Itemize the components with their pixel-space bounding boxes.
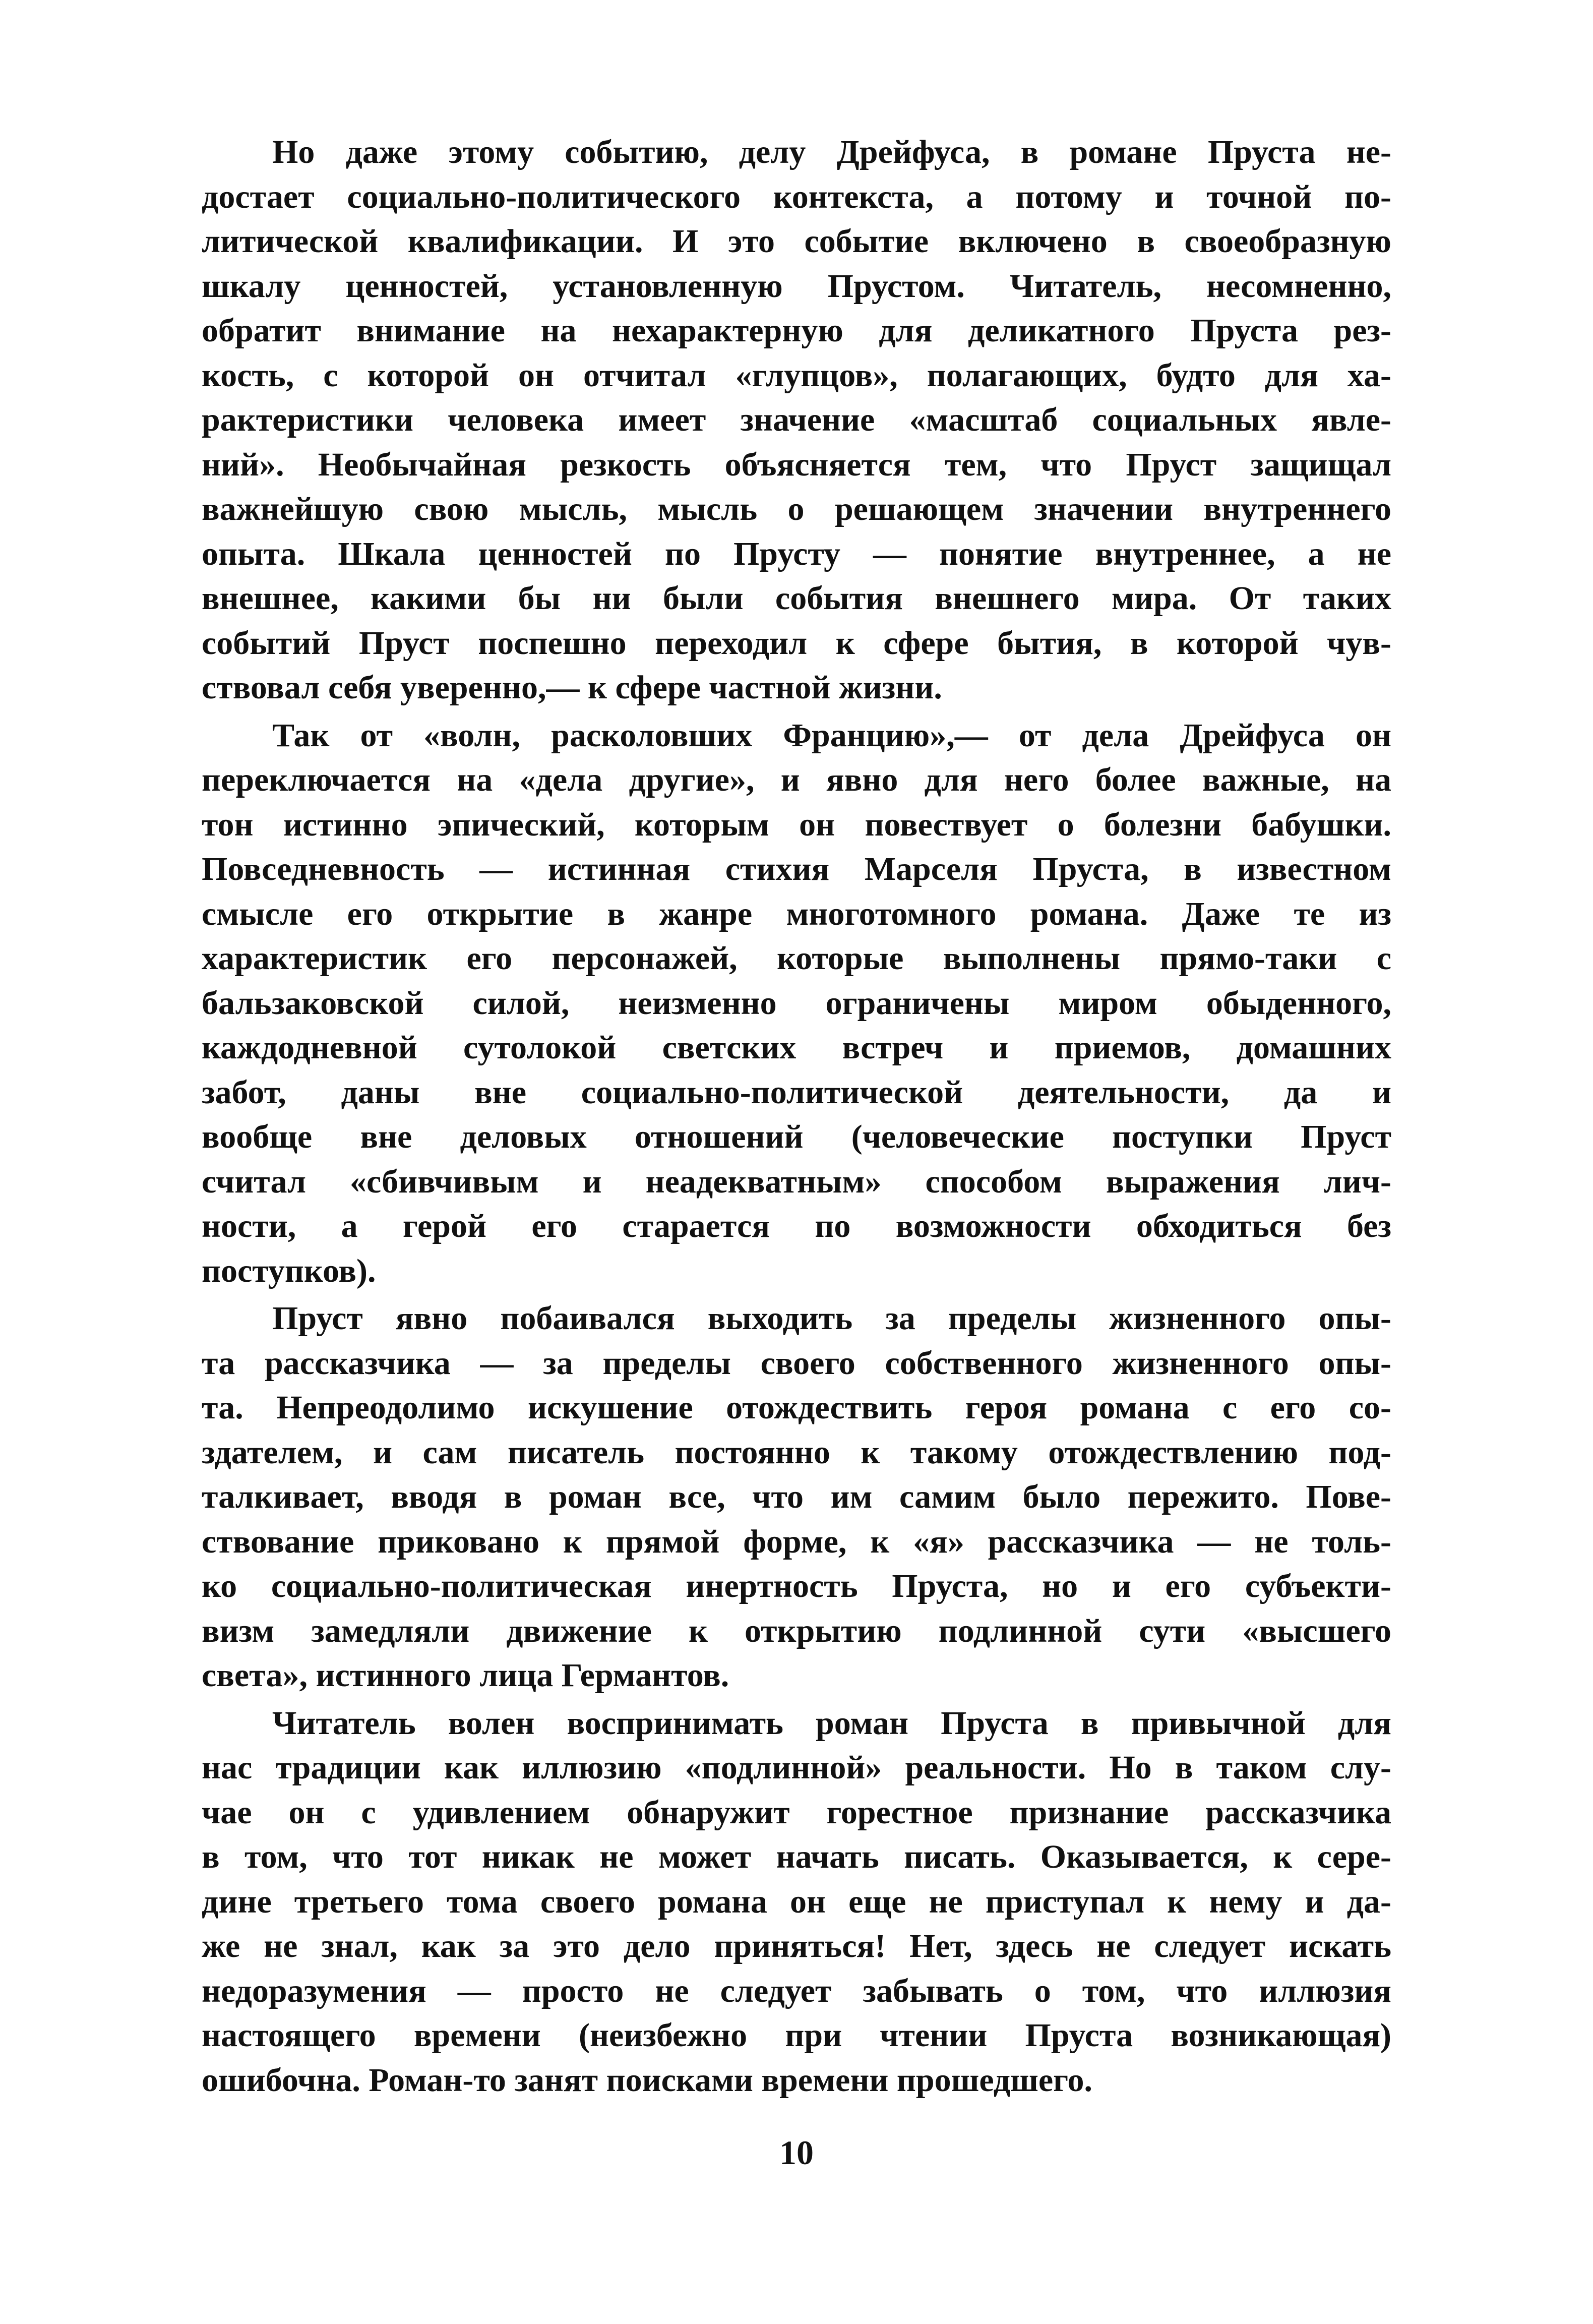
text-line: нас традиции как иллюзию «подлинной» реальности. Но в таком слу- <box>202 1749 1391 1786</box>
text-line: Читатель волен воспринимать роман Пруста в привычной для <box>272 1704 1391 1742</box>
text-line: бальзаковской силой, неизменно ограничены миром обыденного, <box>202 984 1391 1022</box>
text-line: тон истинно эпический, которым он повествует о болезни бабушки. <box>202 806 1391 843</box>
text-line: рактеристики человека имеет значение «масштаб социальных явле- <box>202 401 1391 438</box>
text-line: переключается на «дела другие», и явно для него более важные, на <box>202 761 1391 798</box>
text-line: ний». Необычайная резкость объясняется тем, что Пруст защищал <box>202 446 1391 483</box>
text-line: шкалу ценностей, установленную Прустом. Читатель, несомненно, <box>202 267 1391 305</box>
text-line: забот, даны вне социально-политической деятельности, да и <box>202 1074 1391 1111</box>
text-line: вообще вне деловых отношений (человеческие поступки Пруст <box>202 1118 1391 1155</box>
text-line: обратит внимание на нехарактерную для деликатного Пруста рез- <box>202 312 1391 349</box>
paragraph <box>202 1296 1391 1698</box>
text-line: ошибочна. Роман-то занят поисками времени прошедшего. <box>202 2061 1092 2099</box>
text-line: Но даже этому событию, делу Дрейфуса, в романе Пруста не- <box>272 134 1391 170</box>
text-line: ствовал себя уверенно,— к сфере частной жизни. <box>202 669 942 706</box>
text-line: же не знал, как за это дело приняться! Нет, здесь не следует искать <box>202 1928 1391 1964</box>
paragraph <box>202 713 1391 1294</box>
text-line: смысле его открытие в жанре многотомного романа. Даже те из <box>202 895 1391 932</box>
text-line: каждодневной сутолокой светских встреч и приемов, домашних <box>202 1029 1391 1066</box>
text-line: дине третьего тома своего романа он еще не приступал к нему и да- <box>202 1883 1391 1920</box>
text-line: событий Пруст поспешно переходил к сфере бытия, в которой чув- <box>202 624 1391 662</box>
text-line: света», истинного лица Германтов. <box>202 1657 729 1694</box>
text-line: настоящего времени (неизбежно при чтении Пруста возникающая) <box>202 2017 1391 2054</box>
text-line: Так от «волн, расколовших Францию»,— от дела Дрейфуса он <box>272 717 1391 754</box>
text-line: недоразумения — просто не следует забывать о том, что иллюзия <box>202 1972 1391 2009</box>
text-line: внешнее, какими бы ни были события внешнего мира. От таких <box>202 580 1391 617</box>
text-line: визм замедляли движение к открытию подлинной сути «высшего <box>202 1612 1391 1649</box>
paragraph <box>202 1701 1391 2103</box>
text-line: ко социально-политическая инертность Пруста, но и его субъекти- <box>202 1568 1391 1604</box>
text-line: достает социально-политического контекста, а потому и точной по- <box>202 178 1391 215</box>
text-line: характеристик его персонажей, которые выполнены прямо-таки с <box>202 940 1391 977</box>
body-text <box>202 130 1391 2103</box>
text-line: Пруст явно побаивался выходить за пределы жизненного опы- <box>272 1300 1391 1337</box>
text-line: здателем, и сам писатель постоянно к такому отождествлению под- <box>202 1434 1391 1471</box>
text-line: чае он с удивлением обнаружит горестное признание рассказчика <box>202 1794 1391 1831</box>
text-line: литической квалификации. И это событие включено в своеобразную <box>202 223 1391 260</box>
text-line: Повседневность — истинная стихия Марселя Пруста, в известном <box>202 851 1391 887</box>
text-line: важнейшую свою мысль, мысль о решающем значении внутреннего <box>202 491 1391 527</box>
text-line: та. Непреодолимо искушение отождествить героя романа с его со- <box>202 1389 1391 1426</box>
text-line: опыта. Шкала ценностей по Прусту — понятие внутреннее, а не <box>202 535 1391 572</box>
page-number: 10 <box>779 2133 814 2172</box>
text-line: талкивает, вводя в роман все, что им самим было пережито. Пове- <box>202 1478 1391 1515</box>
text-line: кость, с которой он отчитал «глупцов», полагающих, будто для ха- <box>202 356 1391 394</box>
text-line: поступков). <box>202 1252 376 1289</box>
text-line: считал «сбивчивым и неадекватным» способом выражения лич- <box>202 1163 1391 1200</box>
text-line: ности, а герой его старается по возможности обходиться без <box>202 1208 1391 1244</box>
text-line: та рассказчика — за пределы своего собственного жизненного опы- <box>202 1344 1391 1382</box>
text-line: ствование приковано к прямой форме, к «я» рассказчика — не толь- <box>202 1523 1391 1560</box>
text-line: в том, что тот никак не может начать писать. Оказывается, к сере- <box>202 1838 1391 1875</box>
paragraph <box>202 130 1391 710</box>
